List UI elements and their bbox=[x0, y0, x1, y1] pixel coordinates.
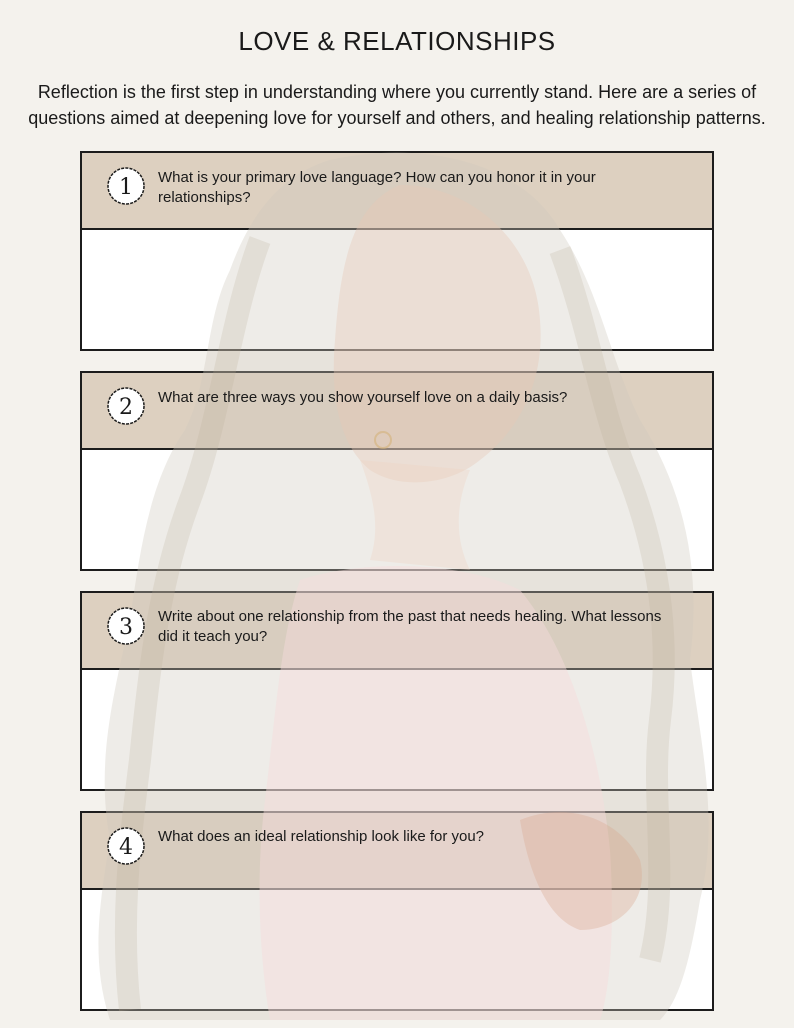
question-text-4: What does an ideal relationship look like for you? bbox=[158, 828, 485, 845]
question-header-band bbox=[82, 373, 712, 450]
question-number: 3 bbox=[119, 615, 133, 640]
scalloped-circle-icon bbox=[105, 385, 147, 427]
page-title: LOVE & RELATIONSHIPS bbox=[238, 26, 556, 56]
answer-area[interactable] bbox=[82, 890, 712, 1009]
question-number: 4 bbox=[119, 835, 133, 860]
scalloped-circle-icon bbox=[105, 165, 147, 207]
question-text-1: What is your primary love language? How can you honor it in your relationships? bbox=[158, 169, 596, 206]
scalloped-circle-icon bbox=[105, 825, 147, 867]
question-header-band bbox=[82, 813, 712, 890]
scalloped-circle-icon bbox=[105, 605, 147, 647]
question-number: 2 bbox=[119, 395, 133, 420]
question-text-3: Write about one relationship from the past that needs healing. What lessons did it teach you? bbox=[158, 608, 662, 645]
answer-area[interactable] bbox=[82, 670, 712, 789]
answer-area[interactable] bbox=[82, 450, 712, 569]
question-number: 1 bbox=[119, 175, 133, 200]
intro-paragraph: Reflection is the first step in understanding where you currently stand. Here are a series of questions aimed at deepening love for yourself and others, and healing relationship patterns. bbox=[28, 82, 766, 128]
question-text-2: What are three ways you show yourself love on a daily basis? bbox=[158, 389, 568, 406]
answer-area[interactable] bbox=[82, 230, 712, 349]
